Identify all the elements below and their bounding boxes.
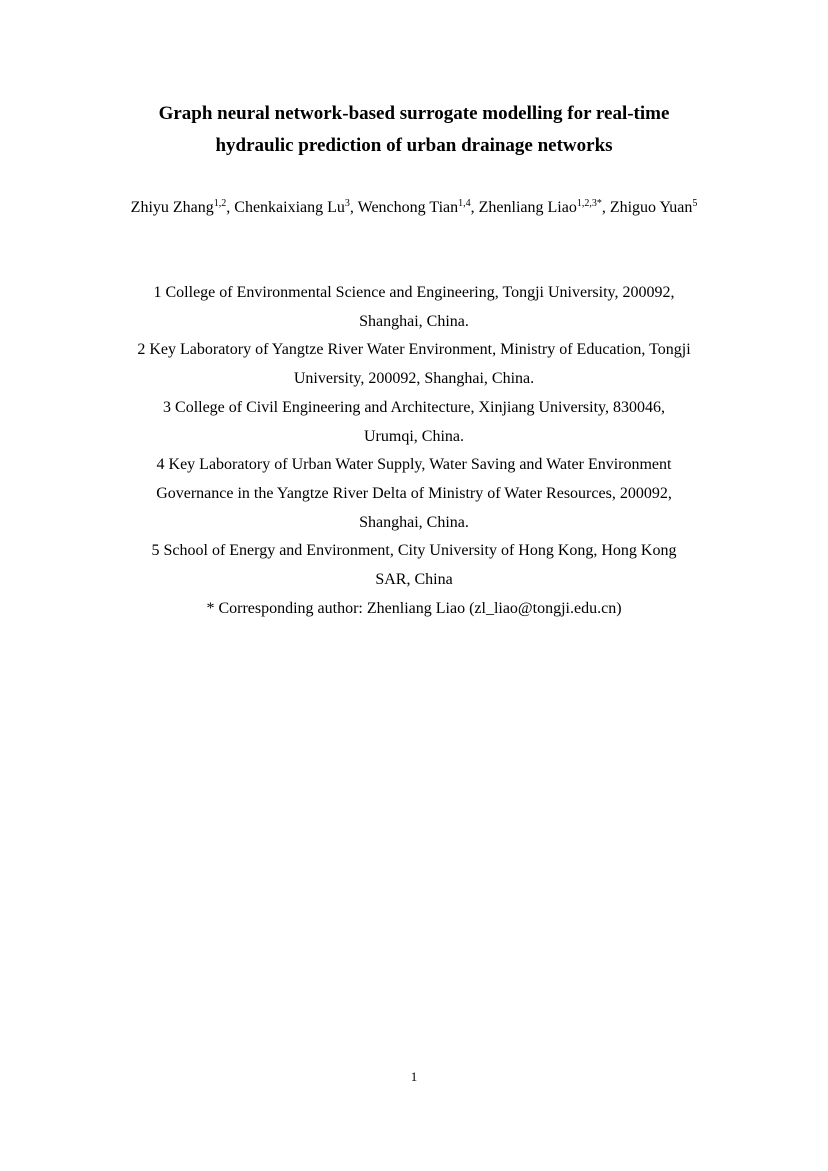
affiliation-4-line-3: Shanghai, China. <box>359 513 469 531</box>
author-name: Wenchong Tian <box>357 199 459 216</box>
affiliation-4-line-2: Governance in the Yangtze River Delta of Ministry of Water Resources, 200092, <box>156 484 672 502</box>
author-affiliation-mark: 1,2 <box>213 198 227 209</box>
author-name: Zhiyu Zhang <box>130 199 214 216</box>
author-name: Zhenliang Liao <box>478 199 577 216</box>
author-affiliation-mark: 1,4 <box>458 198 471 209</box>
author-affiliation-mark: 5 <box>692 198 698 209</box>
author-affiliation-mark: 3 <box>344 198 350 209</box>
affiliation-5-line-2: SAR, China <box>375 571 453 589</box>
author-name: Chenkaixiang Lu <box>234 199 345 216</box>
author-separator: , <box>470 199 479 216</box>
affiliation-3-line-1: 3 College of Civil Engineering and Architecture, Xinjiang University, 830046, <box>163 398 665 416</box>
paper-title <box>110 98 718 162</box>
author-affiliation-mark: 1,2,3* <box>576 198 602 209</box>
page-number: 1 <box>410 1069 418 1084</box>
author-separator: , <box>349 199 358 216</box>
affiliation-1-line-2: Shanghai, China. <box>359 312 469 330</box>
affiliation-2-line-2: University, 200092, Shanghai, China. <box>293 370 535 388</box>
affiliation-5-line-1: 5 School of Energy and Environment, City University of Hong Kong, Hong Kong <box>151 542 677 560</box>
author-separator: , <box>601 199 610 216</box>
affiliation-3-line-2: Urumqi, China. <box>364 427 464 445</box>
affiliation-2-line-1: 2 Key Laboratory of Yangtze River Water Environment, Ministry of Education, Tongji <box>137 341 691 359</box>
author-separator: , <box>226 199 235 216</box>
title-line-2: hydraulic prediction of urban drainage networks <box>215 135 613 156</box>
author-list <box>118 193 710 222</box>
affiliation-4-line-1: 4 Key Laboratory of Urban Water Supply, Water Saving and Water Environment <box>156 456 672 474</box>
title-line-1: Graph neural network-based surrogate modelling for real-time <box>158 103 670 124</box>
affiliation-list <box>116 279 712 623</box>
corresponding-author: * Corresponding author: Zhenliang Liao (zl_liao@tongji.edu.cn) <box>206 599 622 617</box>
author-name: Zhiguo Yuan <box>609 199 693 216</box>
affiliation-1-line-1: 1 College of Environmental Science and Engineering, Tongji University, 200092, <box>153 284 675 301</box>
